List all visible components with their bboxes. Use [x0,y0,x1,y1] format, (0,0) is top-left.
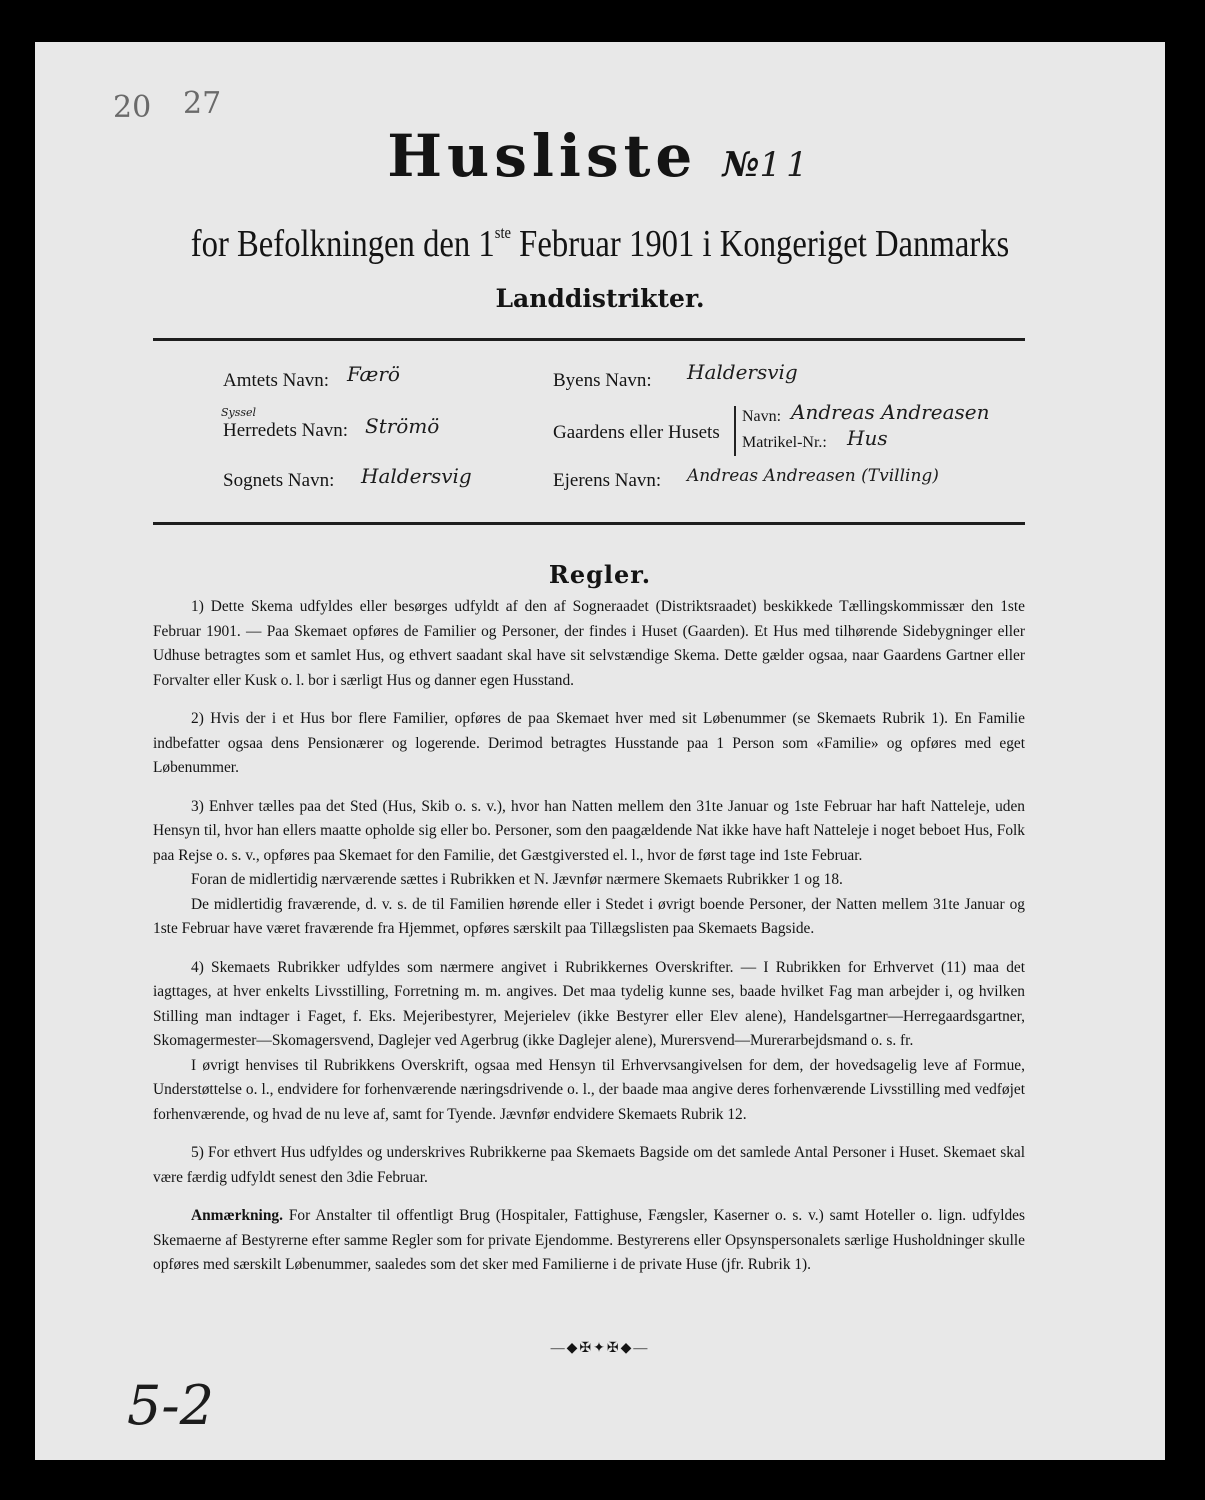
herred-value: Strömö [365,414,440,438]
rule-5: 5) For ethvert Hus udfyldes og underskrives Rubrikkerne paa Skemaets Bagside om det samlede Antal Personer i Huset. Skemaet skal være færdig udfyldt senest den 3die Februar. [153,1144,1025,1186]
ejer-label: Ejerens Navn: [553,470,662,491]
herred-label: Herredets Navn: [223,420,349,441]
census-form-sheet [35,42,1165,1460]
rule-4b: I øvrigt henvises til Rubrikkens Overskrift, ogsaa med Hensyn til Erhvervsangivelsen for dem, der hovedsagelig leve af Formue, Understøttelse o. l., endvidere for forhenværende næringsdrivende o. l., der baade maa angive deres forhenværende Livsstilling med vedføjet forhenværende, og hvad de nu leve af, samt for Tyende. Jævnfør endvidere Skemaets Rubrik 12. [153,1056,1025,1123]
number-sign: № [722,145,760,185]
navn-label: Navn: [742,408,782,425]
by-label: Byens Navn: [553,370,652,391]
rule-3a: 3) Enhver tælles paa det Sted (Hus, Skib o. s. v.), hvor han Natten mellem den 31te Januar og 1ste Februar har haft Natteleje, uden Hensyn til, hvor han ellers maatte opholde sig eller bo. Personer, som den paagældende Nat ikke have haft Natteleje i noget beboet Hus, Folk paa Rejse o. s. v., opføres paa Skemaet for den Familie, det Gæstgiversted el. l., hvor de først tage ind 1ste Februar. [153,797,1025,864]
subtitle-pre: for Befolkningen den 1 [190,223,495,265]
sogn-value: Haldersvig [361,464,472,488]
subtitle-sup: ste [494,223,512,242]
note-paragraph [153,1204,1025,1278]
sogn-label: Sognets Navn: [223,470,335,491]
subtitle-post: Februar 1901 i Kongeriget Danmarks [511,223,1010,265]
ornament-divider: —◆✠✦✠◆— [550,1341,650,1356]
by-value: Haldersvig [687,360,798,384]
matrikel-value: Hus [847,426,888,450]
rule-3b: Foran de midlertidig nærværende sættes i Rubrikken et N. Jævnfør nærmere Skemaets Rubrikker 1 og 18. [191,871,843,888]
form-subtitle [114,222,1086,266]
archive-stamp-right: 27 [183,86,222,121]
handwritten-footer-number: 5-2 [127,1374,214,1437]
rules-body [153,595,1025,1292]
top-divider [153,338,1025,341]
rule-2: 2) Hvis der i et Hus bor flere Familier, opføres de paa Skemaet hver med sit Løbenummer (se Skemaets Rubrik 1). En Familie indbefatter ogsaa dens Pensionærer og logerende. Derimod betragtes Husstande paa 1 Person som «Familie» og opføres med eget Løbenummer. [153,710,1025,776]
rule-4a: 4) Skemaets Rubrikker udfyldes som nærmere angivet i Rubrikkernes Overskrifter. — I Rubrikken for Erhvervet (11) maa det iagttages, at hver enkelts Livsstilling, Forretning m. m. angives. Det maa tydelig kunne ses, baade hvilket Fag man arbejder i, og hvilken Stilling man indtager i Faget, f. Eks. Mejeribestyrer, Mejerielev (ikke Bestyrer eller Elev alene), Handelsgartner—Herregaardsgartner, Skomagermester—Skomagersvend, Daglejer ved Agerbrug (ikke Daglejer alene), Murersvend—Murerarbejdsmand o. s. fr. [153,958,1025,1049]
amt-label: Amtets Navn: [223,370,330,391]
herred-prefix: Syssel [221,406,257,419]
ejer-value: Andreas Andreasen (Tvilling) [687,466,939,486]
rule-3c: De midlertidig fraværende, d. v. s. de til Familien hørende eller i Stedet i øvrigt boende Personer, der Natten mellem 31te Januar og 1ste Februar have været fraværende fra Hjemmet, opføres særskilt paa Tillægslisten paa Skemaets Bagside. [153,895,1025,937]
form-title [35,122,1165,190]
house-number: 11 [759,145,813,185]
archive-stamp-left: 20 [113,90,152,125]
matrikel-label: Matrikel-Nr.: [742,434,827,451]
note-label: Anmærkning. [191,1207,283,1224]
gaard-label: Gaardens eller Husets [553,422,720,443]
navn-value: Andreas Andreasen [791,400,990,424]
form-district-type: Landdistrikter. [495,284,705,313]
rule-1: 1) Dette Skema udfyldes eller besørges udfyldt af den af Sogneraadet (Distriktsraadet) beskikkede Tællingskommissær den 1ste Februar 1901. — Paa Skemaet opføres de Familier og Personer, der findes i Huset (Gaarden). Et Hus med tilhørende Sidebygninger eller Udhuse betragtes som et samlet Hus, og ethvert saadant skal have sit selvstændige Skema. Dette gælder ogsaa, naar Gaardens Gartner eller Forvalter eller Kusk o. l. bor i særligt Hus og danner egen Husstand. [153,598,1025,689]
title-text: Husliste [387,122,698,190]
gaard-bracket [734,406,736,456]
bottom-divider [153,522,1025,525]
rules-heading: Regler. [548,560,652,589]
amt-value: Færö [347,362,400,386]
note-text: For Anstalter til offentligt Brug (Hospitaler, Fattighuse, Fængsler, Kaserner o. s. v.) samt Hoteller o. lign. udfyldes Skemaerne af Bestyrerne efter samme Regler som for private Ejendomme. Bestyrerens eller Opsynspersonalets særlige Husholdninger skulle opføres med særskilt Løbenummer, saaledes som det sker med Familierne i de private Huse (jfr. Rubrik 1). [153,1207,1025,1273]
